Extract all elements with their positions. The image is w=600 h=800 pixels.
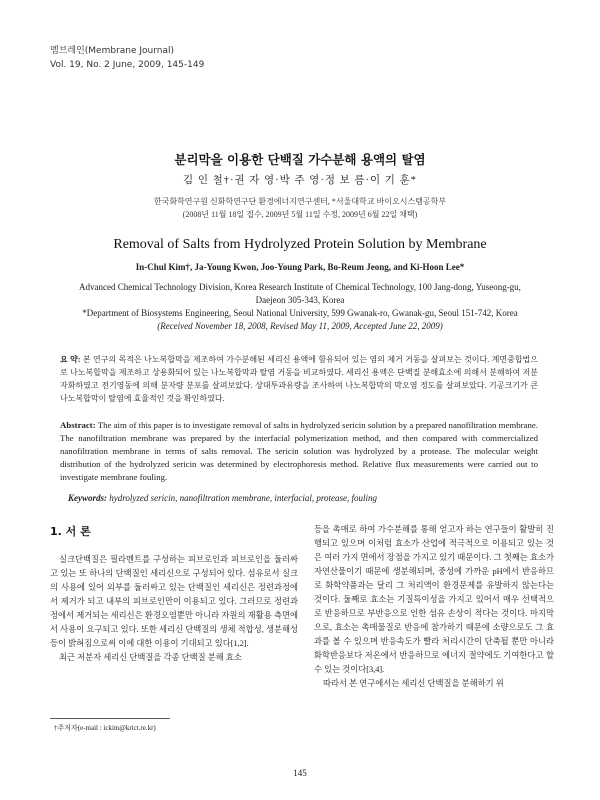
- title-english: Removal of Salts from Hydrolyzed Protein Solution by Membrane: [113, 237, 487, 252]
- body-column-right: [314, 523, 554, 691]
- body-paragraph: 최근 저분자 세리신 단백질을 각종 단백질 분해 효소: [59, 653, 242, 662]
- body-paragraph: 등을 촉매로 하여 가수분해를 통해 얻고자 하는 연구들이 활발히 진행되고 있으며 이처럼 효소가 산업에 적극적으로 이용되고 있는 것은 여러 가지 면에서 장점을 가지고 있기 때문이다. 그 첫째는 효소가 자연산물이기 때문에 생분해되며, 중성에 가까운 pH에서 반응하므로 화학약품과는 달리 그 처리액이 환경문제를 유발하지 않는다는 것이다. 둘째로 효소는 기질특이성을 가지고 있어서 매우 선택적으로 반응하므로 부반응으로 인한 섬유 손상이 적다는 것이다. 마지막으로, 효소는 촉매물질로 반응에 참가하기 때문에 소량으로도 그 효과를 볼 수 있으며 반응속도가 빨라 처리시간이 단축될 뿐만 아니라 화학반응보다 저온에서 반응하므로 에너지 절약에도 기여한다고 할 수 있는 것이다[3,4].: [314, 525, 554, 674]
- journal-name: 멤브레인(Membrane Journal): [50, 46, 175, 56]
- abstract-english-text: The aim of this paper is to investigate removal of salts in hydrolyzed sericin solution by a prepared nanofiltration membrane. The nanofiltration membrane was prepared by the interfacial polymerization method, and then compared with commercialized nanofiltration membrane in terms of salts removal. The sericin solution was hydrolyzed by a protease. The molecular weight distribution of the hydrolyzed sericin was determined by electrophoresis method. Relative flux measurements were carried out to investigate membrane fouling.: [60, 420, 538, 482]
- affiliation-english-line1: Advanced Chemical Technology Division, Korea Research Institute of Chemical Technology, 100 Jang-dong, Yuseong-gu,: [79, 282, 521, 292]
- affiliation-english-line2: Daejeon 305-343, Korea: [255, 295, 345, 305]
- dates-korean: (2008년 11월 18일 접수, 2009년 5월 11일 수정, 2009년 6월 22일 채택): [182, 210, 418, 219]
- authors-korean: 김 인 철†·권 자 영·박 주 영·정 보 름·이 기 훈*: [183, 175, 417, 186]
- keywords: [68, 493, 377, 503]
- affiliation-korean-line: 한국화학연구원 신화학연구단 환경에너지연구센터, *서울대학교 바이오시스템공학부: [153, 197, 447, 206]
- keywords-label: Keywords:: [68, 493, 107, 503]
- received-dates: (Received November 18, 2008, Revised May 11, 2009, Accepted June 22, 2009): [157, 321, 443, 331]
- section-heading-introduction: 1. 서 론: [50, 525, 91, 538]
- footnote-divider: [50, 718, 170, 719]
- journal-header: [50, 44, 204, 72]
- affiliation-english-line3: *Department of Biosystems Engineering, Seoul National University, 599 Gwanak-ro, Gwanak-gu, Seoul 151-742, Korea: [82, 308, 518, 318]
- affiliation-korean: [0, 195, 600, 221]
- title-korean: 분리막을 이용한 단백질 가수분해 용액의 탈염: [174, 152, 426, 167]
- abstract-english-label: Abstract:: [60, 420, 96, 430]
- body-paragraph: 실크단백질은 필라멘트를 구성하는 피브로인과 피브로인을 둘러싸고 있는 또 하나의 단백질인 세리신으로 구성되어 있다. 섬유로서 실크의 사용에 있어 외부를 둘러싸고 있는 단백질인 세리신은 정련과정에서 제거가 되고 내부의 피브로인만이 이용되고 있다. 그러므로 정련과정에서 제거되는 세리신은 환경오염뿐만 아니라 자원의 재활용 측면에서 사용이 요구되고 있다. 또한 세리신 단백질의 생체 적합성, 생분해성 등이 밝혀짐으로써 이에 대한 이용이 기대되고 있다[1,2].: [50, 555, 298, 648]
- page-number: 145: [293, 768, 307, 778]
- abstract-english: [60, 419, 538, 484]
- affiliation-english: [0, 281, 600, 333]
- body-column-left: [50, 523, 298, 665]
- journal-volume: Vol. 19, No. 2 June, 2009, 145-149: [50, 60, 205, 70]
- abstract-korean-text: 본 연구의 목적은 나노복합막을 제조하여 가수분해된 세리신 용액에 함유되어 있는 염의 제거 거동을 살펴보는 것이다. 계면중합법으로 나노복합막을 제조하고 상용화되어 있는 나노복합막과 탈염 거동을 비교하였다. 세리신 용액은 단백질 분해효소에 의해서 분해하여 저분자화하였고 전기영동에 의해 분자량 분포를 살펴보았다. 상대투과유량을 조사하여 나노복합막의 막오염 정도를 살펴보았다. 기공크기가 큰 나노복합막이 탈염에 효율적인 것을 확인하였다.: [60, 355, 539, 403]
- authors-english: In-Chul Kim†, Ja-Young Kwon, Joo-Young Park, Bo-Reum Jeong, and Ki-Hoon Lee*: [135, 262, 465, 272]
- keywords-text: hydrolyzed sericin, nanofiltration membrane, interfacial, protease, fouling: [109, 493, 378, 503]
- abstract-korean-label: 요 약:: [60, 355, 81, 364]
- body-paragraph: 따라서 본 연구에서는 세리신 단백질을 분해하기 위: [323, 679, 504, 688]
- footnote-corresponding-author: †주저자(e-mail : ickim@krict.re.kr): [54, 724, 156, 732]
- abstract-korean: [60, 353, 538, 405]
